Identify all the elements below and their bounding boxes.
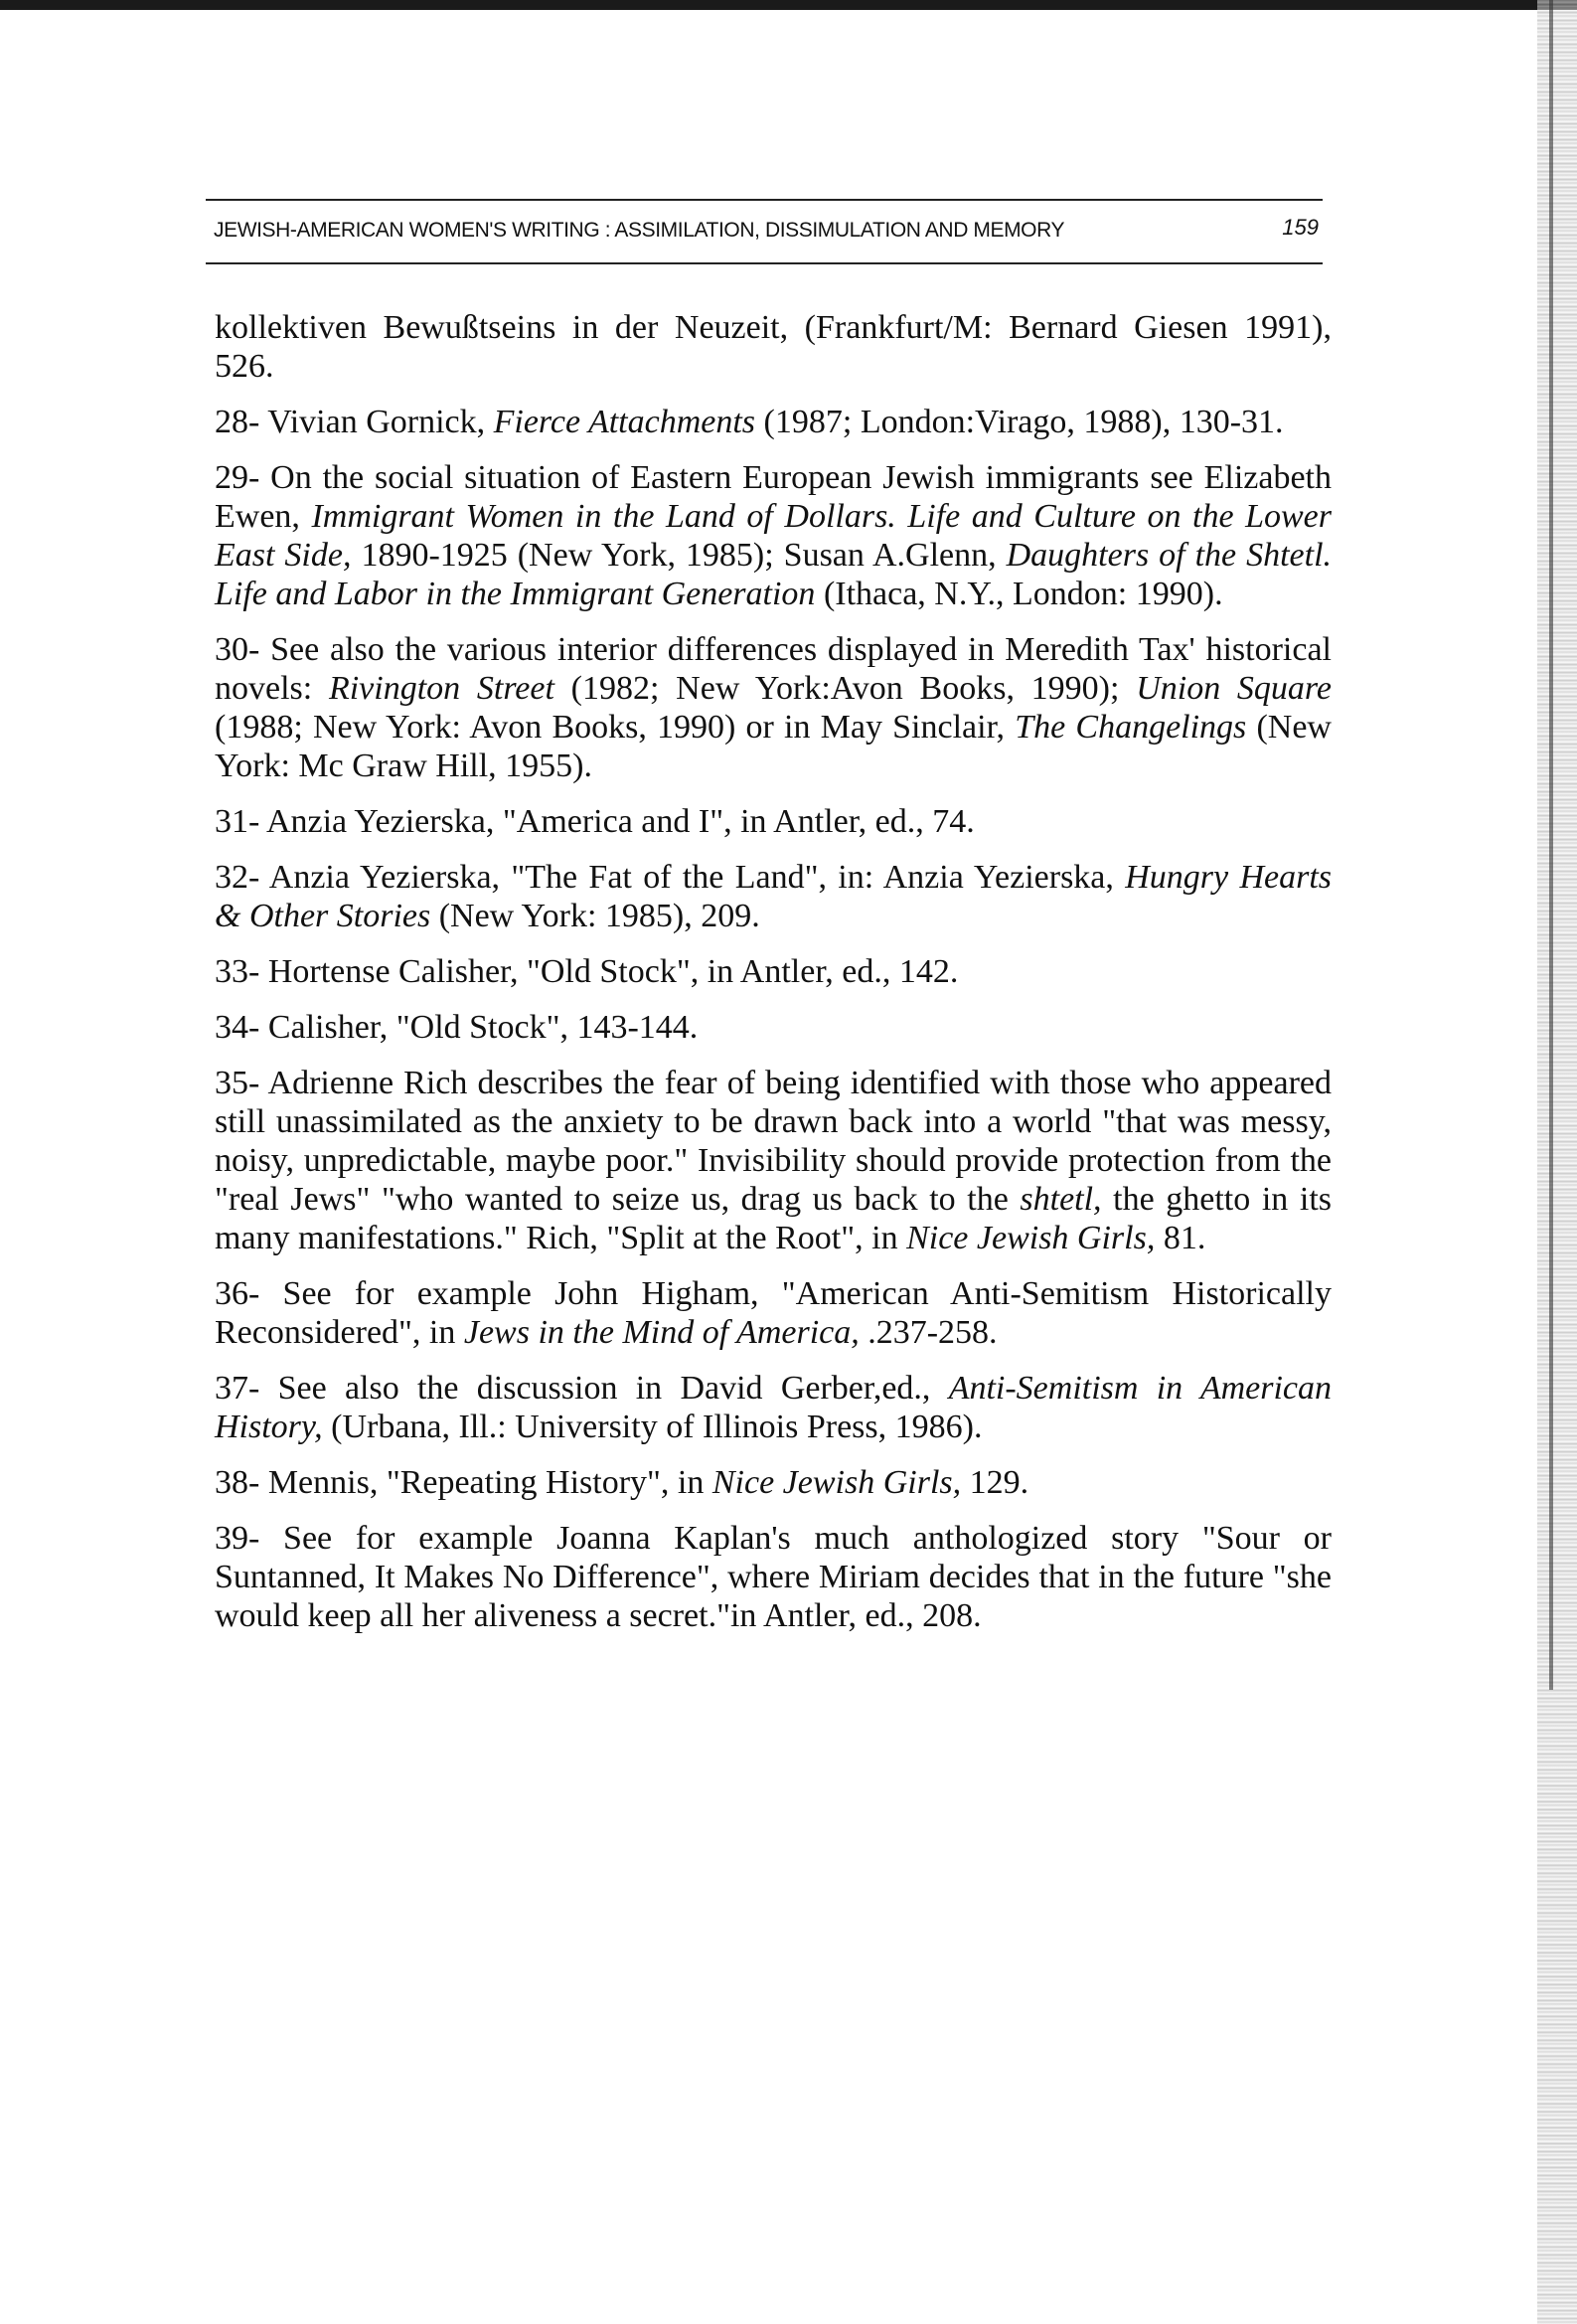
endnote-title-run: The Changelings: [1015, 709, 1247, 746]
endnote-text-run: (1982; New York:Avon Books, 1990);: [553, 670, 1137, 707]
scan-top-border: [0, 0, 1577, 10]
endnote-title-run: Daughters of the Shtetl. Life and Labor in the Immigrant Generation: [215, 537, 1333, 612]
running-header-title: JEWISH-AMERICAN WOMEN'S WRITING : ASSIMILATION, DISSIMULATION AND MEMORY: [214, 219, 1065, 242]
endnote: [215, 802, 1332, 841]
endnote-text-run: 33- Hortense Calisher, "Old Stock", in Antler, ed., 142.: [215, 953, 959, 990]
endnote-title-run: Nice Jewish Girls,: [711, 1464, 962, 1501]
endnote: [215, 1008, 1332, 1047]
endnotes-list: [215, 308, 1332, 1652]
endnote-text-run: 34- Calisher, "Old Stock", 143-144.: [215, 1009, 699, 1046]
endnote-text-run: 35- Adrienne Rich describes the fear of being identified with those who appeared still unassimilated as the anxiety to be drawn back into a world "that was messy, noisy, unpredictable, maybe poor." Invisibility should provide protection from the "real Jews" "who wanted to seize us, drag us back to the: [215, 1065, 1332, 1218]
endnote: [215, 1369, 1332, 1446]
endnote-title-run: shtetl,: [1020, 1181, 1102, 1218]
endnote-text-run: 37- See also the discussion in David Gerber,ed.,: [215, 1370, 949, 1407]
endnote-title-run: Union Square: [1136, 670, 1332, 707]
endnote: [215, 858, 1332, 935]
endnote-text-run: .237-258.: [859, 1314, 998, 1351]
endnote-title-run: Anti-Semitism in American History,: [215, 1370, 1333, 1445]
endnote: [215, 308, 1332, 386]
endnote: [215, 458, 1332, 613]
endnote-text-run: kollektiven Bewußtseins in der Neuzeit, (Frankfurt/M: Bernard Giesen 1991), 526.: [215, 309, 1332, 385]
endnote-title-run: Jews in the Mind of America,: [463, 1314, 860, 1351]
endnote-text-run: (1988; New York: Avon Books, 1990) or in May Sinclair,: [215, 709, 1016, 746]
endnote-title-run: Fierce Attachments: [493, 404, 756, 440]
endnote-text-run: 29- On the social situation of Eastern European Jewish immigrants see Elizabeth Ewen,: [215, 459, 1332, 535]
endnote-text-run: 129.: [961, 1464, 1029, 1501]
endnote-text-run: 38- Mennis, "Repeating History", in: [215, 1464, 712, 1501]
endnote-title-run: Hungry Hearts & Other Stories: [215, 859, 1332, 934]
endnote: [215, 1064, 1332, 1257]
endnote-text-run: 31- Anzia Yezierska, "America and I", in Antler, ed., 74.: [215, 803, 975, 840]
endnote-text-run: 81.: [1155, 1220, 1206, 1256]
endnote: [215, 1463, 1332, 1502]
endnote-text-run: 36- See for example John Higham, "American Anti-Semitism Historically Reconsidered", in: [215, 1275, 1332, 1351]
endnote-text-run: (New York: 1985), 209.: [430, 898, 760, 934]
endnote-text-run: 30- See also the various interior differences displayed in Meredith Tax' historical novels:: [215, 631, 1332, 707]
endnote-text-run: the ghetto in its many manifestations." Rich, "Split at the Root", in: [215, 1181, 1332, 1256]
endnote-text-run: (1987; London:Virago, 1988), 130-31.: [755, 404, 1284, 440]
endnote: [215, 1519, 1332, 1635]
running-header: [206, 199, 1323, 264]
page-number: 159: [1282, 215, 1319, 240]
endnote: [215, 403, 1332, 441]
endnote-text-run: 39- See for example Joanna Kaplan's much anthologized story "Sour or Suntanned, It Makes No Difference", where Miriam decides that in the future "she would keep all her aliveness a secret."in Antler, ed., 208.: [215, 1520, 1332, 1634]
endnote-text-run: (Urbana, Ill.: University of Illinois Press, 1986).: [322, 1409, 983, 1445]
endnote: [215, 1274, 1332, 1352]
endnote-text-run: 32- Anzia Yezierska, "The Fat of the Land", in: Anzia Yezierska,: [215, 859, 1126, 896]
scan-binding-shadow: [1549, 0, 1553, 1690]
endnote-text-run: (Ithaca, N.Y., London: 1990).: [815, 576, 1223, 612]
endnote: [215, 952, 1332, 991]
endnote-title-run: Rivington Street: [328, 670, 554, 707]
scan-right-edge: [1537, 0, 1577, 2324]
endnote-title-run: Nice Jewish Girls,: [906, 1220, 1156, 1256]
endnote: [215, 630, 1332, 785]
endnote-text-run: (New York: Mc Graw Hill, 1955).: [215, 709, 1332, 784]
endnote-text-run: 1890-1925 (New York, 1985); Susan A.Glenn,: [351, 537, 1007, 574]
endnote-title-run: Immigrant Women in the Land of Dollars. Life and Culture on the Lower East Side,: [215, 498, 1332, 574]
endnote-text-run: 28- Vivian Gornick,: [215, 404, 494, 440]
